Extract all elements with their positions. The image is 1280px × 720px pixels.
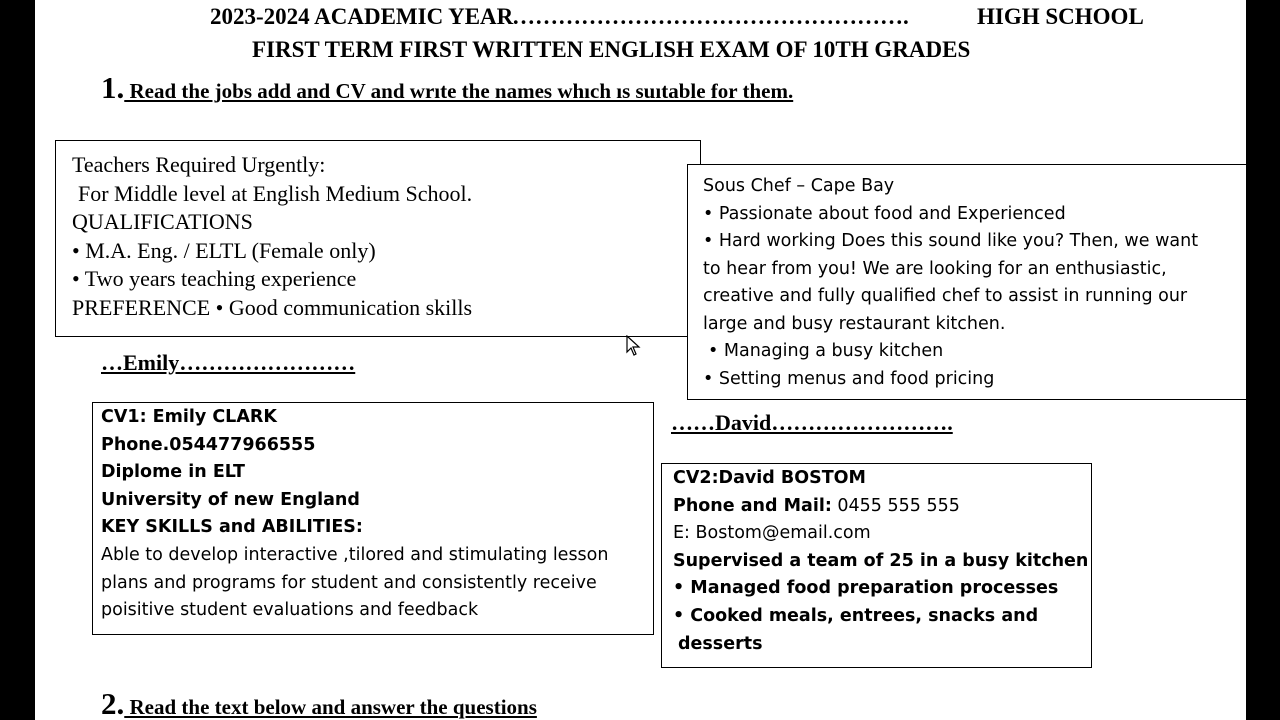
question-1-number: 1. bbox=[101, 70, 125, 105]
cv-summary: Supervised a team of 25 in a busy kitchen bbox=[673, 550, 1089, 571]
question-2-text: Read the text below and answer the questions bbox=[124, 695, 537, 719]
answer-david: ……David……………………. bbox=[671, 410, 953, 435]
job-ad-line: • Hard working Does this sound like you? Then, we want bbox=[703, 231, 1199, 251]
job-ad-teacher bbox=[55, 140, 701, 337]
cv-email: E: Bostom@email.com bbox=[673, 523, 871, 544]
job-ad-line: For Middle level at English Medium School. bbox=[78, 180, 473, 206]
job-ad-line: QUALIFICATIONS bbox=[72, 209, 253, 234]
job-ad-line: • Setting menus and food pricing bbox=[703, 368, 995, 389]
job-ad-line: to hear from you! We are looking for an enthusiastic, bbox=[703, 258, 1167, 279]
cv-bullet: • Cooked meals, entrees, snacks and bbox=[673, 605, 1039, 626]
question-1-text: Read the jobs add and CV and wrıte the names whıch ıs suıtable for them. bbox=[124, 79, 794, 103]
cv-emily bbox=[92, 402, 654, 635]
job-ad-line: Teachers Required Urgently: bbox=[72, 152, 326, 177]
cv-david bbox=[661, 463, 1092, 668]
academic-year: 2023-2024 ACADEMIC YEAR bbox=[210, 4, 514, 29]
cv-degree: Diplome in ELT bbox=[101, 462, 245, 483]
job-ad-line: • M.A. Eng. / ELTL (Female only) bbox=[72, 237, 376, 263]
answer-emily: …Emily…………………… bbox=[101, 350, 356, 375]
cv-name: CV1: Emily CLARK bbox=[101, 407, 277, 427]
job-ad-line: Sous Chef – Cape Bay bbox=[703, 176, 895, 196]
cv-phone-label: Phone and Mail: bbox=[673, 495, 832, 516]
question-1 bbox=[101, 70, 793, 106]
job-ad-line: creative and fully qualified chef to assist in running our bbox=[703, 286, 1188, 306]
mouse-cursor-icon bbox=[625, 335, 645, 359]
question-2 bbox=[101, 686, 537, 720]
job-ad-line: • Two years teaching experience bbox=[72, 266, 357, 291]
exam-title: FIRST TERM FIRST WRITTEN ENGLISH EXAM OF 10TH GRADES bbox=[252, 37, 971, 62]
question-2-number: 2. bbox=[101, 686, 125, 720]
cv-phone: Phone.054477966555 bbox=[101, 434, 316, 455]
cv-bullet: • Managed food preparation processes bbox=[673, 578, 1059, 599]
job-ad-line: • Managing a busy kitchen bbox=[708, 341, 944, 361]
cv-phone: 0455 555 555 bbox=[831, 495, 960, 516]
job-ad-line: • Passionate about food and Experienced bbox=[703, 203, 1066, 224]
cv-skills-line: Able to develop interactive ,tilored and stimulating lesson bbox=[101, 544, 609, 565]
job-ad-line: large and busy restaurant kitchen. bbox=[703, 313, 1006, 334]
cv-university: University of new England bbox=[101, 489, 360, 510]
cv-skills-heading: KEY SKILLS and ABILITIES: bbox=[101, 517, 363, 538]
school-name-blank: ……………………………………………. bbox=[512, 4, 909, 29]
cv-bullet: desserts bbox=[678, 633, 763, 654]
exam-page bbox=[35, 0, 1246, 720]
cv-name: CV2:David BOSTOM bbox=[673, 468, 866, 488]
job-ad-chef bbox=[687, 164, 1246, 400]
job-ad-line: PREFERENCE • Good communication skills bbox=[72, 294, 473, 320]
cv-skills-line: plans and programs for student and consistently receive bbox=[101, 572, 597, 593]
cv-contact bbox=[673, 493, 1091, 521]
cv-skills-line: poisitive student evaluations and feedback bbox=[101, 600, 479, 621]
school-type: HIGH SCHOOL bbox=[977, 4, 1144, 29]
